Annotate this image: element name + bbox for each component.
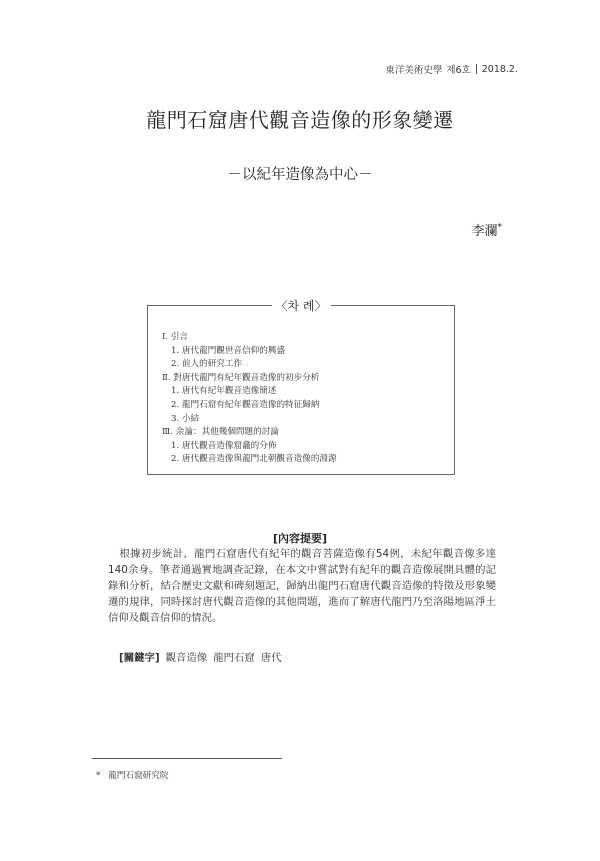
journal-header [385, 62, 518, 76]
header-divider [476, 64, 477, 74]
footnote-divider [92, 758, 282, 759]
toc-item: 3. 小結 [171, 413, 200, 424]
author-footnote-mark: * [497, 222, 502, 233]
toc-list [162, 331, 337, 467]
toc-item: Ⅲ. 余論：其他幾個問題的討論 [162, 427, 279, 438]
keyword-item: 觀音造像 [165, 652, 208, 664]
toc-item: 2. 前人的研究工作 [171, 359, 243, 370]
keywords-label: [關鍵字] [119, 652, 160, 664]
toc-item: Ⅱ. 對唐代龍門有紀年觀音造像的初步分析 [162, 372, 320, 383]
toc-item: 1. 唐代龍門觀世音信仰的興盛 [171, 345, 286, 356]
keyword-item: 龍門石窟 [213, 652, 255, 664]
author-name: 李瀾 [471, 224, 498, 239]
footnote [96, 769, 168, 781]
abstract [108, 546, 496, 626]
abstract-heading: [內容提要] [272, 532, 328, 545]
toc-item: 1. 唐代有紀年觀音造像簡述 [171, 386, 277, 397]
publication-date: 2018.2. [481, 63, 518, 75]
toc-item: 2. 唐代觀音造像與龍門北朝觀音造像的淵源 [171, 454, 337, 465]
table-of-contents [147, 299, 455, 475]
journal-name: 東洋美術史學 [385, 65, 443, 76]
footnote-mark: * [96, 771, 101, 781]
toc-item: 2. 龍門石窟有紀年觀音造像的特征歸納 [171, 399, 320, 410]
toc-heading: 〈차 례〉 [148, 297, 454, 314]
keyword-item: 唐代 [260, 652, 282, 664]
toc-item: 1. 唐代觀音造像窟龕的分佈 [171, 440, 277, 451]
footnote-text: 龍門石窟研究院 [108, 771, 169, 781]
toc-item: Ⅰ. 引言 [162, 332, 189, 342]
keywords [119, 649, 288, 664]
abstract-body: 根據初步統計，龍門石窟唐代有紀年的觀音菩薩造像有54例，未紀年觀音像多達140余身。筆者通過實地調查記錄，在本文中嘗試對有紀年的觀音造像展開具體的記錄和分析，結合歷史文獻和碑刻題記，歸納出龍門石窟唐代觀音造像的特徵及形象變遷的規律，同時探討唐代觀音造像的其他問題，進而了解唐代龍門乃至洛陽地區淨土信仰及觀音信仰的情況。 [108, 548, 496, 624]
paper-title: 龍門石窟唐代觀音造像的形象變遷 [146, 108, 454, 132]
issue-number: 제6호 [446, 65, 471, 76]
paper-subtitle: －以紀年造像為中心－ [227, 167, 373, 183]
author [471, 220, 502, 239]
